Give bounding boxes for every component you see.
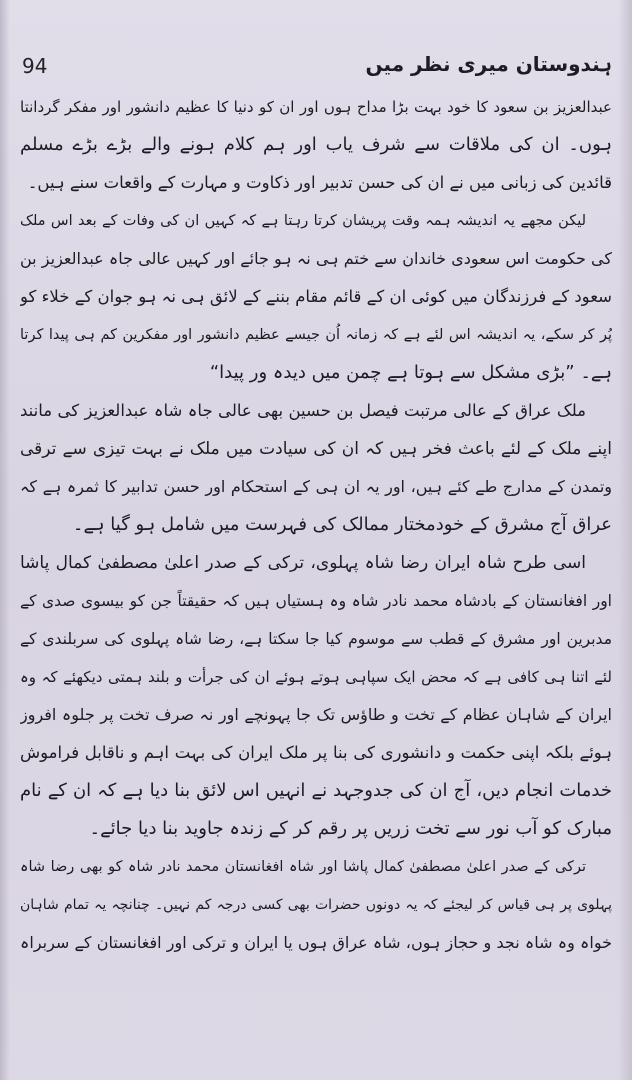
running-title: ہندوستان میری نظر میں — [365, 52, 612, 76]
text-line: ایران کے شاہان عظام کے تخت و طاؤس تک جا پہونچے اور نہ صرف تخت پر جلوہ افروز — [20, 705, 612, 724]
text-line: اور افغانستان کے بادشاہ محمد نادر شاہ وہ ہستیاں ہیں کہ حقیقتاً جن کو بیسوی صدی کے — [20, 592, 612, 610]
text-line: خدمات انجام دیں، آج ان کی جدوجہد نے انہیں اس لائق بنا دیا ہے کہ ان کے نام — [20, 780, 612, 801]
text-line: لیکن مجھے یہ اندیشہ ہمہ وقت پریشان کرتا رہتا ہے کہ کہیں ان کی وفات کے بعد اس ملک — [20, 213, 586, 229]
text-line: ہوئے بلکہ اپنی حکمت و دانشوری کی بنا پر ملک ایران کی بہت اہم و ناقابل فراموش — [20, 743, 612, 762]
text-line: اسی طرح شاہ ایران رضا شاہ پہلوی، ترکی کے صدر اعلیٰ مصطفیٰ کمال پاشا — [20, 553, 586, 573]
text-line: ملک عراق کے عالی مرتبت فیصل بن حسین بھی عالی جاہ شاہ عبدالعزیز کی مانند — [20, 401, 586, 420]
text-line: مبارک کو آب نور سے تخت زریں پر رقم کر کے زندہ جاوید بنا دیا جائے۔ — [89, 818, 612, 839]
text-line: لئے اتنا ہی کافی ہے کہ محض ایک سپاہی ہوتے ہوئے ان کی جرأت و بلند ہمتی دیکھئے کہ وہ — [20, 668, 612, 686]
text-line: ہوں۔ ان کی ملاقات سے شرف یاب اور ہم کلام ہونے والے بڑے بڑے مسلم — [20, 134, 612, 155]
text-line: قائدین کی زبانی میں نے ان کی حسن تدبیر اور ذکاوت و مہارت کے واقعات سنے ہیں۔ — [27, 173, 612, 192]
text-line: عراق آج مشرق کے خودمختار ممالک کی فہرست میں شامل ہو گیا ہے۔ — [72, 514, 612, 535]
page-header — [0, 44, 632, 84]
text-line: خواہ وہ شاہ نجد و حجاز ہوں، شاہ عراق ہوں یا ایران و ترکی اور افغانستان کے سربراہ — [20, 933, 612, 952]
page-number: 94 — [22, 54, 48, 78]
text-line: عبدالعزیز بن سعود کا خود بہت بڑا مداح ہوں اور ان کو دنیا کا عظیم دانشور اور مفکر گردانتا — [20, 98, 612, 116]
text-line: پُر کر سکے، یہ اندیشہ اس لئے ہے کہ زمانہ اُن جیسے عظیم دانشور اور مفکرین کم ہی پیدا کرتا — [20, 327, 612, 343]
text-line: مدبرین اور مشرق کے قطب سے موسوم کیا جا سکتا ہے، رضا شاہ پہلوی کی سربلندی کے — [20, 630, 612, 648]
text-line: وتمدن کے مدارج طے کئے ہیں، اور یہ ان ہی کے استحکام اور حسن تدابیر کا ثمرہ ہے کہ — [20, 477, 612, 496]
body-text — [20, 88, 612, 962]
text-line: سعود کے فرزندگان میں کوئی ان کے قائم مقام بننے کے لائق ہی نہ ہو جوان کے خلاء کو — [20, 287, 612, 306]
text-line: کی حکومت اس سعودی خاندان سے ختم ہی نہ ہو جائے اور کہیں عالی جاہ عبدالعزیز بن — [20, 249, 612, 268]
text-line: ہے۔ ”بڑی مشکل سے ہوتا ہے چمن میں دیدہ ور پیدا“ — [209, 362, 612, 383]
text-line: اپنے ملک کے لئے باعث فخر ہیں کہ ان کی سیادت میں ملک نے بہت تیزی سے ترقی — [20, 439, 612, 459]
text-line: پہلوی پر ہی قیاس کر لیجئے کہ یہ دونوں حضرات بھی کسی درجہ کم نہیں۔ چنانچہ یہ تمام شاہان — [20, 897, 612, 913]
text-line: ترکی کے صدر اعلیٰ مصطفیٰ کمال پاشا اور شاہ افغانستان محمد نادر شاہ کو بھی رضا شاہ — [20, 859, 586, 875]
